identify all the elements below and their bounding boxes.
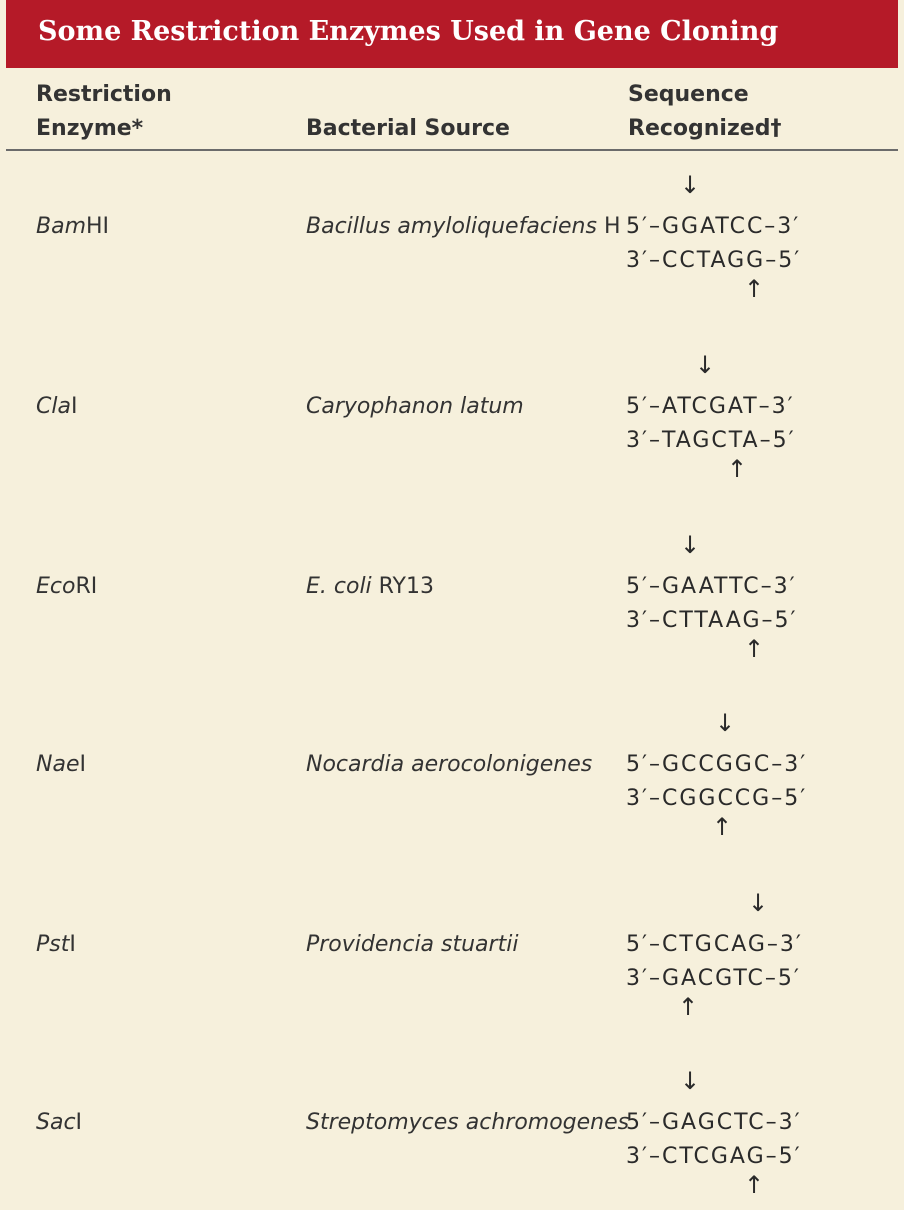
enzyme-name	[36, 932, 76, 957]
cut-site-up-arrow-icon: ↑	[744, 635, 765, 663]
enzyme-name-italic: Sac	[36, 1110, 76, 1135]
sequence-top-strand: 5′–GAATTC–3′	[626, 574, 797, 599]
bacterial-source-italic: Nocardia aerocolonigenes	[306, 752, 593, 777]
enzyme-name-suffix: I	[69, 932, 76, 957]
sequence-top-strand: 5′–ATCGAT–3′	[626, 394, 795, 419]
header-enzyme-line1: Restriction	[36, 82, 172, 107]
enzyme-name-italic: Nae	[36, 752, 80, 777]
enzyme-name	[36, 394, 77, 419]
sequence-top-strand: 5′–GCCGGC–3′	[626, 752, 808, 777]
bacterial-source-suffix: RY13	[371, 574, 434, 599]
sequence-bottom-strand: 3′–CCTAGG–5′	[626, 248, 802, 273]
sequence-bottom-strand: 3′–GACGTC–5′	[626, 966, 801, 991]
bacterial-source-italic: Providencia stuartii	[306, 932, 519, 957]
bacterial-source	[306, 752, 592, 777]
sequence-bottom-strand: 3′–TAGCTA–5′	[626, 428, 796, 453]
header-divider	[6, 149, 898, 151]
enzyme-name-italic: Pst	[36, 932, 70, 957]
enzyme-name-suffix: RI	[75, 574, 98, 599]
bacterial-source-italic: Bacillus amyloliquefaciens	[306, 214, 597, 239]
bacterial-source	[306, 574, 434, 599]
table-row	[0, 702, 904, 852]
cut-site-down-arrow-icon: ↓	[680, 531, 701, 559]
enzyme-name-suffix: I	[79, 752, 86, 777]
header-enzyme-line2: Enzyme*	[36, 116, 144, 141]
bacterial-source	[306, 1110, 629, 1135]
cut-site-up-arrow-icon: ↑	[744, 275, 765, 303]
enzyme-name	[36, 574, 97, 599]
table-row	[0, 164, 904, 314]
header-sequence-line2: Recognized†	[628, 116, 782, 141]
bacterial-source-suffix: H	[596, 214, 621, 239]
enzyme-name-suffix: I	[75, 1110, 83, 1135]
table-row	[0, 344, 904, 494]
header-source: Bacterial Source	[306, 116, 510, 141]
cut-site-up-arrow-icon: ↑	[712, 813, 733, 841]
cut-site-down-arrow-icon: ↓	[748, 889, 769, 917]
sequence-bottom-strand: 3′–CTTAAG–5′	[626, 608, 798, 633]
cut-site-down-arrow-icon: ↓	[715, 709, 736, 737]
bacterial-source	[306, 932, 518, 957]
cut-site-down-arrow-icon: ↓	[680, 1067, 701, 1095]
enzyme-name	[36, 752, 86, 777]
header-sequence	[628, 78, 781, 146]
enzyme-name-italic: Bam	[36, 214, 87, 239]
sequence-bottom-strand: 3′–CGGCCG–5′	[626, 786, 808, 811]
bacterial-source	[306, 394, 524, 419]
cut-site-down-arrow-icon: ↓	[680, 171, 701, 199]
header-sequence-line1: Sequence	[628, 82, 749, 107]
table-row	[0, 882, 904, 1032]
sequence-top-strand: 5′–CTGCAG–3′	[626, 932, 803, 957]
bacterial-source-italic: Caryophanon latum	[306, 394, 524, 419]
enzyme-name	[36, 1110, 82, 1135]
bacterial-source-italic: E. coli	[306, 574, 372, 599]
cut-site-up-arrow-icon: ↑	[727, 455, 748, 483]
title-banner	[6, 0, 898, 68]
enzyme-name-suffix: HI	[86, 214, 110, 239]
cut-site-up-arrow-icon: ↑	[678, 993, 699, 1021]
cut-site-up-arrow-icon: ↑	[744, 1171, 765, 1199]
sequence-top-strand: 5′–GGATCC–3′	[626, 214, 801, 239]
table-row	[0, 1060, 904, 1210]
enzyme-name-italic: Cla	[36, 394, 71, 419]
sequence-top-strand: 5′–GAGCTC–3′	[626, 1110, 802, 1135]
bacterial-source	[306, 214, 621, 239]
bacterial-source-italic: Streptomyces achromogenes	[306, 1110, 630, 1135]
enzyme-name-italic: Eco	[36, 574, 76, 599]
enzyme-name-suffix: I	[70, 394, 78, 419]
table-title: Some Restriction Enzymes Used in Gene Cloning	[38, 16, 779, 47]
cut-site-down-arrow-icon: ↓	[695, 351, 716, 379]
enzyme-name	[36, 214, 109, 239]
header-enzyme	[36, 78, 172, 146]
table-row	[0, 524, 904, 674]
sequence-bottom-strand: 3′–CTCGAG–5′	[626, 1144, 802, 1169]
